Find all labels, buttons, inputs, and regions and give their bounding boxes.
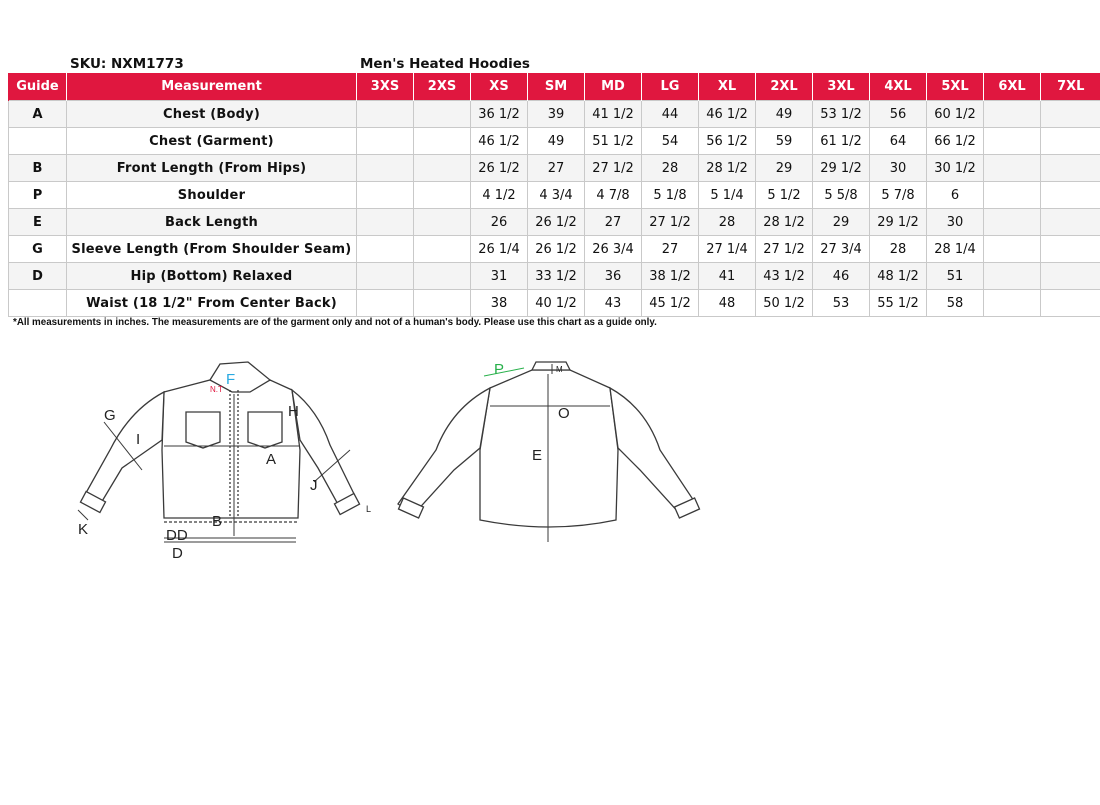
size-value-cell: 41 1/2	[585, 101, 642, 128]
size-value-cell	[1041, 236, 1100, 263]
column-header-5xl: 5XL	[927, 73, 984, 101]
size-value-cell: 27	[528, 155, 585, 182]
column-header-7xl: 7XL	[1041, 73, 1100, 101]
size-value-cell: 29	[756, 155, 813, 182]
size-value-cell: 28 1/2	[756, 209, 813, 236]
size-value-cell: 29 1/2	[870, 209, 927, 236]
size-value-cell: 55 1/2	[870, 290, 927, 317]
table-row	[9, 236, 1100, 263]
guide-cell: B	[9, 155, 67, 182]
column-header-3xl: 3XL	[813, 73, 870, 101]
size-value-cell: 5 1/8	[642, 182, 699, 209]
size-value-cell: 27	[642, 236, 699, 263]
size-value-cell: 38	[471, 290, 528, 317]
size-value-cell	[414, 236, 471, 263]
size-value-cell: 30 1/2	[927, 155, 984, 182]
size-value-cell: 4 7/8	[585, 182, 642, 209]
size-value-cell: 33 1/2	[528, 263, 585, 290]
size-value-cell: 46 1/2	[699, 101, 756, 128]
size-value-cell	[357, 155, 414, 182]
guide-cell	[9, 290, 67, 317]
size-value-cell: 26 1/2	[471, 155, 528, 182]
label-j: J	[310, 477, 318, 494]
size-value-cell: 36	[585, 263, 642, 290]
size-value-cell: 66 1/2	[927, 128, 984, 155]
measurement-cell: Shoulder	[67, 182, 357, 209]
column-header-2xs: 2XS	[414, 73, 471, 101]
guide-cell: P	[9, 182, 67, 209]
size-value-cell: 27	[585, 209, 642, 236]
garment-diagram	[60, 350, 720, 570]
label-e: E	[532, 447, 543, 464]
measurement-cell: Waist (18 1/2" From Center Back)	[67, 290, 357, 317]
column-header-xs: XS	[471, 73, 528, 101]
label-f: F	[226, 371, 236, 388]
back-shirt-illustration	[398, 362, 699, 527]
label-nt: N.T	[210, 385, 223, 394]
size-value-cell: 45 1/2	[642, 290, 699, 317]
table-row	[9, 101, 1100, 128]
size-value-cell: 5 5/8	[813, 182, 870, 209]
size-value-cell: 4 1/2	[471, 182, 528, 209]
label-a: A	[266, 451, 277, 468]
column-header-4xl: 4XL	[870, 73, 927, 101]
size-value-cell: 28	[870, 236, 927, 263]
guide-cell	[9, 128, 67, 155]
chart-title: Men's Heated Hoodies	[360, 56, 530, 72]
column-header-sm: SM	[528, 73, 585, 101]
measurement-note: *All measurements in inches. The measurements are of the garment only and not of a human's body. Please use this chart as a guide only.	[13, 317, 657, 328]
measurement-cell: Chest (Garment)	[67, 128, 357, 155]
column-header-md: MD	[585, 73, 642, 101]
size-value-cell: 53 1/2	[813, 101, 870, 128]
size-value-cell: 28	[699, 209, 756, 236]
size-value-cell	[1041, 209, 1100, 236]
size-value-cell: 27 3/4	[813, 236, 870, 263]
size-value-cell: 58	[927, 290, 984, 317]
size-value-cell	[414, 128, 471, 155]
size-value-cell: 51	[927, 263, 984, 290]
size-value-cell: 44	[642, 101, 699, 128]
size-value-cell	[357, 128, 414, 155]
measurement-cell: Chest (Body)	[67, 101, 357, 128]
size-value-cell: 43	[585, 290, 642, 317]
measurement-cell: Back Length	[67, 209, 357, 236]
size-value-cell	[414, 263, 471, 290]
size-value-cell	[984, 236, 1041, 263]
table-row	[9, 182, 1100, 209]
table-body	[9, 101, 1100, 317]
size-value-cell: 56	[870, 101, 927, 128]
size-value-cell: 64	[870, 128, 927, 155]
label-d: D	[172, 545, 183, 562]
size-value-cell	[414, 290, 471, 317]
size-value-cell: 43 1/2	[756, 263, 813, 290]
sku-label: SKU: NXM1773	[70, 56, 184, 72]
size-value-cell: 27 1/4	[699, 236, 756, 263]
column-header-lg: LG	[642, 73, 699, 101]
size-chart-table	[8, 73, 1100, 317]
guide-cell: E	[9, 209, 67, 236]
size-value-cell: 5 1/4	[699, 182, 756, 209]
label-k: K	[78, 521, 89, 538]
size-value-cell	[1041, 155, 1100, 182]
column-header-guide: Guide	[9, 73, 67, 101]
guide-cell: A	[9, 101, 67, 128]
size-value-cell: 27 1/2	[756, 236, 813, 263]
size-value-cell: 48	[699, 290, 756, 317]
size-value-cell	[984, 155, 1041, 182]
size-value-cell	[414, 209, 471, 236]
table-row	[9, 290, 1100, 317]
measurement-cell: Hip (Bottom) Relaxed	[67, 263, 357, 290]
size-value-cell: 54	[642, 128, 699, 155]
size-value-cell: 50 1/2	[756, 290, 813, 317]
size-value-cell	[984, 128, 1041, 155]
size-value-cell: 49	[528, 128, 585, 155]
label-i: I	[136, 431, 141, 448]
label-o: O	[558, 405, 570, 422]
size-value-cell	[1041, 263, 1100, 290]
label-p: P	[494, 361, 505, 378]
size-value-cell: 26 1/2	[528, 209, 585, 236]
size-value-cell: 39	[528, 101, 585, 128]
table-row	[9, 128, 1100, 155]
column-header-3xs: 3XS	[357, 73, 414, 101]
size-value-cell: 61 1/2	[813, 128, 870, 155]
guide-cell: G	[9, 236, 67, 263]
column-header-measurement: Measurement	[67, 73, 357, 101]
size-value-cell: 41	[699, 263, 756, 290]
size-value-cell: 28 1/4	[927, 236, 984, 263]
size-value-cell: 29 1/2	[813, 155, 870, 182]
size-value-cell: 5 1/2	[756, 182, 813, 209]
label-m: M	[556, 365, 563, 374]
size-value-cell	[357, 182, 414, 209]
measurement-cell: Sleeve Length (From Shoulder Seam)	[67, 236, 357, 263]
size-value-cell	[357, 290, 414, 317]
size-value-cell: 4 3/4	[528, 182, 585, 209]
size-value-cell	[357, 209, 414, 236]
table-row	[9, 155, 1100, 182]
column-header-2xl: 2XL	[756, 73, 813, 101]
size-value-cell: 26 3/4	[585, 236, 642, 263]
size-value-cell	[984, 182, 1041, 209]
size-value-cell	[414, 101, 471, 128]
size-value-cell	[1041, 101, 1100, 128]
size-value-cell	[414, 155, 471, 182]
label-l: L	[366, 504, 372, 514]
column-header-6xl: 6XL	[984, 73, 1041, 101]
guide-cell: D	[9, 263, 67, 290]
size-value-cell: 51 1/2	[585, 128, 642, 155]
size-value-cell: 59	[756, 128, 813, 155]
label-dd: DD	[166, 527, 188, 544]
size-value-cell: 26 1/4	[471, 236, 528, 263]
size-value-cell: 31	[471, 263, 528, 290]
size-value-cell	[1041, 182, 1100, 209]
size-value-cell	[984, 209, 1041, 236]
label-b: B	[212, 513, 223, 530]
size-value-cell	[357, 263, 414, 290]
label-g: G	[104, 407, 116, 424]
size-value-cell: 30	[927, 209, 984, 236]
size-value-cell: 53	[813, 290, 870, 317]
size-value-cell: 30	[870, 155, 927, 182]
size-value-cell: 56 1/2	[699, 128, 756, 155]
size-value-cell	[1041, 128, 1100, 155]
size-value-cell: 40 1/2	[528, 290, 585, 317]
table-row	[9, 209, 1100, 236]
size-value-cell: 5 7/8	[870, 182, 927, 209]
size-value-cell: 26	[471, 209, 528, 236]
size-value-cell	[984, 290, 1041, 317]
table-row	[9, 263, 1100, 290]
column-header-xl: XL	[699, 73, 756, 101]
size-value-cell	[357, 236, 414, 263]
size-value-cell: 49	[756, 101, 813, 128]
size-value-cell: 26 1/2	[528, 236, 585, 263]
size-value-cell	[414, 182, 471, 209]
size-value-cell: 60 1/2	[927, 101, 984, 128]
size-value-cell: 27 1/2	[585, 155, 642, 182]
label-h: H	[288, 403, 299, 420]
size-value-cell	[984, 101, 1041, 128]
size-value-cell: 48 1/2	[870, 263, 927, 290]
size-value-cell: 36 1/2	[471, 101, 528, 128]
size-value-cell: 27 1/2	[642, 209, 699, 236]
measurement-cell: Front Length (From Hips)	[67, 155, 357, 182]
size-value-cell	[1041, 290, 1100, 317]
size-value-cell: 29	[813, 209, 870, 236]
table-header-row	[9, 73, 1100, 101]
size-value-cell	[984, 263, 1041, 290]
size-value-cell: 46	[813, 263, 870, 290]
size-value-cell: 28	[642, 155, 699, 182]
size-value-cell	[357, 101, 414, 128]
size-value-cell: 6	[927, 182, 984, 209]
size-value-cell: 28 1/2	[699, 155, 756, 182]
size-value-cell: 38 1/2	[642, 263, 699, 290]
size-value-cell: 46 1/2	[471, 128, 528, 155]
